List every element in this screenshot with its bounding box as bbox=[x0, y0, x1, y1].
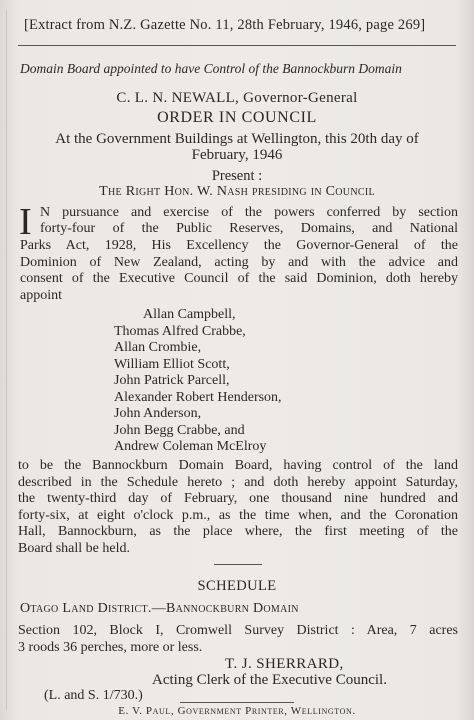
para2-line-5: Hall, Bannockburn, as the place where, the first meeting of the bbox=[18, 524, 458, 539]
para2-line-1: to be the Bannockburn Domain Board, having control of the land bbox=[18, 458, 458, 473]
appointee-name: Thomas Alfred Crabbe, bbox=[114, 324, 246, 339]
appointee-name: John Begg Crabbe, and bbox=[114, 423, 245, 438]
appointee-name: Alexander Robert Henderson, bbox=[114, 390, 282, 405]
para1-line-3: Parks Act, 1928, His Excellency the Governor-General of the bbox=[20, 238, 458, 253]
drop-cap: I bbox=[19, 201, 32, 243]
order-in-council-title: ORDER IN COUNCIL bbox=[157, 109, 317, 126]
order-subtitle: Domain Board appointed to have Control of the Bannockburn Domain bbox=[20, 61, 402, 76]
present-label: Present : bbox=[211, 168, 263, 184]
schedule-section-line-2: 3 roods 36 perches, more or less. bbox=[18, 640, 203, 655]
place-line-1: At the Government Buildings at Wellington, this 20th day of bbox=[55, 131, 419, 147]
appointee-name: Allan Campbell, bbox=[143, 307, 236, 322]
para1-line-4: Dominion of New Zealand, acting by and with the advice and bbox=[20, 255, 458, 270]
place-line-2: February, 1946 bbox=[191, 147, 283, 163]
para1-line-1: N pursuance and exercise of the powers conferred by section bbox=[40, 205, 458, 220]
para2-line-3: the twenty-third day of February, one thousand nine hundred and bbox=[18, 491, 458, 506]
appointee-name: William Elliot Scott, bbox=[114, 357, 230, 372]
signatory-title: Acting Clerk of the Executive Council. bbox=[152, 672, 387, 688]
signatory-name: T. J. SHERRARD, bbox=[225, 656, 344, 672]
bottom-rule bbox=[180, 702, 294, 703]
file-reference: (L. and S. 1/730.) bbox=[44, 688, 143, 703]
appointee-name: Allan Crombie, bbox=[114, 340, 202, 355]
schedule-title: SCHEDULE bbox=[197, 578, 277, 594]
para2-line-4: forty-six, at eight o'clock p.m., as the time when, and the Coronation bbox=[18, 508, 458, 523]
schedule-rule bbox=[214, 564, 262, 565]
appointee-name: John Anderson, bbox=[114, 406, 202, 421]
presiding-line: The Right Hon. W. Nash presiding in Council bbox=[99, 184, 375, 199]
para1-line-5: consent of the Executive Council of the said Dominion, doth hereby bbox=[20, 271, 458, 286]
schedule-section-line-1: Section 102, Block I, Cromwell Survey District : Area, 7 acres bbox=[18, 623, 458, 638]
top-rule bbox=[18, 45, 456, 46]
appointee-name: Andrew Coleman McElroy bbox=[114, 439, 267, 454]
printer-credit: E. V. Paul, Government Printer, Wellington. bbox=[118, 705, 356, 717]
para1-line-6: appoint bbox=[20, 288, 62, 303]
gazette-extract-header: [Extract from N.Z. Gazette No. 11, 28th February, 1946, page 269] bbox=[24, 17, 426, 33]
schedule-district: Otago Land District.—Bannockburn Domain bbox=[20, 601, 299, 616]
para2-line-2: described in the Schedule hereto ; and doth hereby appoint Saturday, bbox=[18, 475, 458, 490]
para2-line-6: Board shall be held. bbox=[18, 541, 130, 556]
governor-general-line: C. L. N. NEWALL, Governor-General bbox=[116, 90, 358, 106]
appointee-name: John Patrick Parcell, bbox=[114, 373, 230, 388]
para1-line-2: forty-four of the Public Reserves, Domains, and National bbox=[40, 221, 458, 236]
